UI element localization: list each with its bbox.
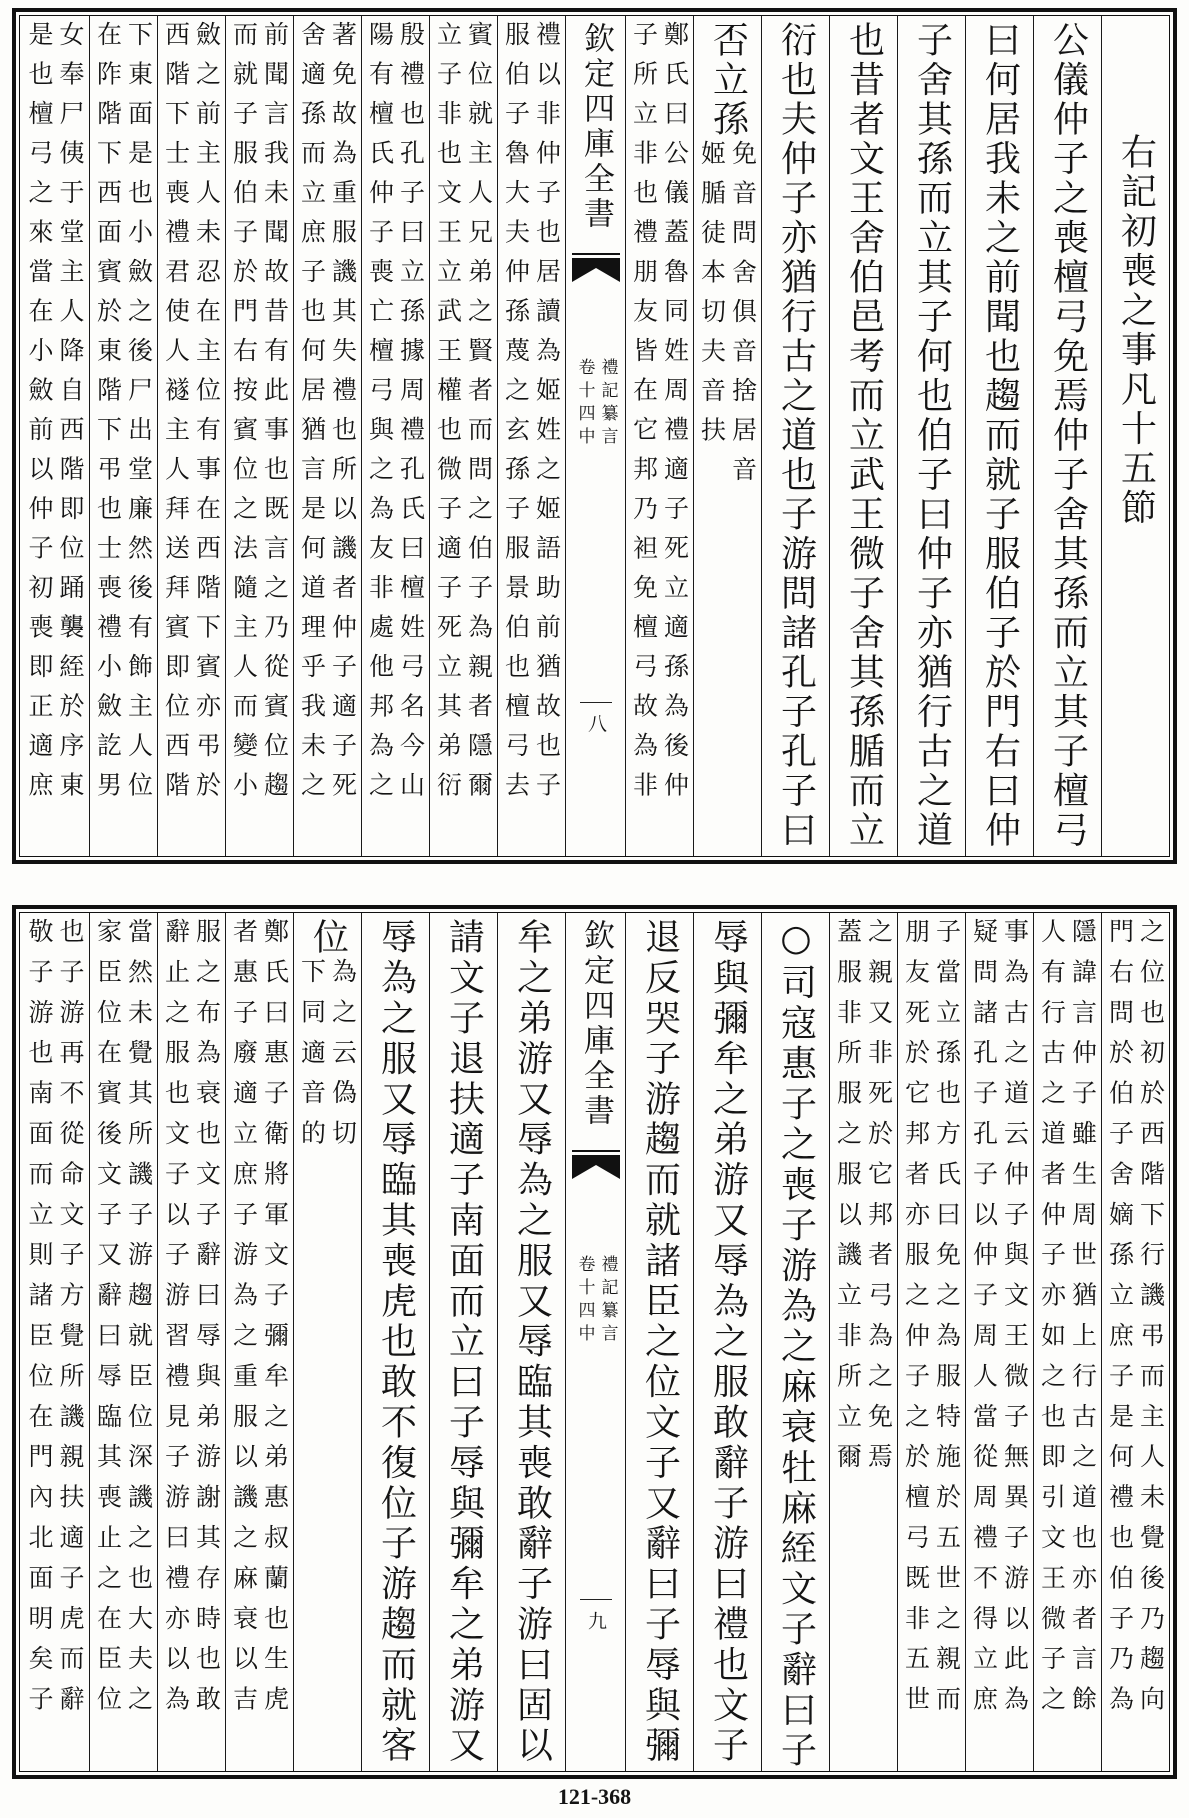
annotation-line: 而就子服伯子於門右按賓位之法隨主人而變小 (229, 21, 259, 811)
text-column (693, 913, 761, 1771)
annotation-column (225, 913, 293, 1771)
annotation-line: 西階下士喪禮君使人襚主人拜送拜賓即位西階 (161, 21, 191, 811)
column-text: 牟之弟游又辱為之服又辱臨其喪敢辭子游曰固以 (511, 918, 553, 1767)
annotation-line: 事為古之道云仲子與文王微子無異子游以此為 (1000, 918, 1030, 1726)
annotation-column (21, 913, 89, 1771)
annotation-line: 殷禮也孔子曰立孫據周禮孔氏曰檀姓弓名今山 (396, 21, 426, 811)
text-column (829, 16, 897, 856)
page-number: 九 (585, 1611, 607, 1630)
book-title: 禮記纂言 (597, 1255, 618, 1347)
pronunciation-note (297, 958, 358, 1161)
top-page-panel (12, 8, 1177, 864)
fold-divider (580, 702, 612, 703)
annotation-line: 在阼階下西面賓於東階下弔也士喪禮小斂訖男 (93, 21, 123, 811)
annotation-line: 前聞言我未聞故昔有此事也既言之乃從賓位趨 (260, 21, 290, 811)
column-text: 也昔者文王舍伯邑考而立武王微子舍其孫腯而立 (843, 21, 885, 851)
text-column (965, 16, 1033, 856)
annotation-line: 蓋服非所服之服以譏立非所立爾 (833, 918, 863, 1484)
top-page-frame (19, 15, 1170, 857)
annotation-line: 之親又非死於它邦者弓為之免焉 (864, 918, 894, 1484)
annotation-line: 敬子游也南面而立則諸臣位在門內北面明矣子 (25, 918, 54, 1726)
annotation-column (89, 913, 157, 1771)
annotation-column (1101, 913, 1169, 1771)
annotation-line: 者惠子廢適立庶子游為之重服以譏之麻衰以吉 (229, 918, 259, 1726)
text-column (761, 913, 829, 1771)
annotation-column (157, 16, 225, 856)
annotation-column (497, 16, 565, 856)
text-column-with-note (693, 16, 761, 856)
annotation-line: 服伯子魯大夫仲孫蔑之玄孫子服景伯也檀弓去 (501, 21, 531, 811)
annotation-line: 隱諱言仲子雖生周世猶上行古之道也亦者言餘 (1068, 918, 1098, 1726)
annotation-line: 服之布為衰也文子辭曰辱與弟游謝其存時也敢 (192, 918, 222, 1726)
fishtail-mark-icon (572, 252, 620, 288)
text-column (497, 913, 565, 1771)
bottom-page-frame (19, 912, 1170, 1772)
annotation-line: 當然未覺其所譏子游趨就臣位深譏之也大夫之 (124, 918, 154, 1726)
annotation-line: 為之云偽切 (328, 958, 358, 1161)
annotation-column (89, 16, 157, 856)
series-title: 欽定四庫全書 (578, 22, 614, 232)
annotation-column (361, 16, 429, 856)
footer-page-code: 121-368 (557, 1784, 632, 1809)
series-title: 欽定四庫全書 (578, 919, 614, 1129)
text-column (1033, 16, 1101, 856)
annotation-line: 賓位就主人兄弟之賢者而問之伯子為親者隱爾 (464, 21, 494, 811)
volume-label: 卷十四中 (574, 358, 595, 450)
annotation-column (1033, 913, 1101, 1771)
column-text: 公儀仲子之喪檀弓免焉仲子舍其孫而立其子檀弓 (1047, 21, 1089, 851)
text-column (761, 16, 829, 856)
annotation-line: 是也檀弓之來當在小斂前以仲子初喪即正適庶 (25, 21, 54, 811)
text-column (625, 913, 693, 1771)
annotation-line: 子當立孫也方氏曰免之為服特施於五世之親而 (932, 918, 962, 1726)
column-text: 請文子退扶適子南面而立曰子辱與彌牟之弟游又 (443, 918, 485, 1767)
column-text: 退反哭子游趨而就諸臣之位文子又辭曰子辱與彌 (639, 918, 681, 1767)
annotation-line: 家臣位在賓後文子又辭曰辱臨其喪止之在臣位 (93, 918, 123, 1726)
annotation-line: 陽有檀氏仲子喪亡檀弓與之為友非處他邦為之 (365, 21, 395, 811)
annotation-line: 姬腯徒本切夫音扶 (697, 139, 727, 456)
annotation-line: 立子非也文王立武王權也微子適子死立其弟衍 (433, 21, 463, 811)
column-text: 位 (307, 918, 349, 959)
annotation-line: 女奉尸侇于堂主人降自西階即位踊襲絰於序東 (56, 21, 85, 811)
annotation-line: 也子游再不從命文子方覺所譏親扶適子虎而辭 (56, 918, 85, 1726)
text-column (429, 913, 497, 1771)
annotation-column (21, 16, 89, 856)
column-text: 否立孫 (707, 21, 749, 140)
annotation-line: 舍適孫而立庶子也何居猶言是何道理乎我未之 (297, 21, 327, 811)
text-column-with-note (293, 913, 361, 1771)
annotation-line: 下同適音的 (297, 958, 327, 1161)
volume-label: 卷十四中 (574, 1255, 595, 1347)
column-text: 衍也夫仲子亦猶行古之道也子游問諸孔子孔子曰 (775, 21, 817, 851)
annotation-column (225, 16, 293, 856)
center-fold (565, 16, 625, 856)
text-column (361, 913, 429, 1771)
annotation-line: 之位也初於西階下行譏弔而主人未覺後乃趨向 (1136, 918, 1166, 1726)
annotation-column (157, 913, 225, 1771)
annotation-line: 人有行古之道者仲子亦如之也即引文王微子之 (1037, 918, 1067, 1726)
annotation-line: 疑問諸孔子孔子以仲子周人當從周禮不得立庶 (969, 918, 999, 1726)
text-column (897, 16, 965, 856)
fishtail-mark-icon (572, 1149, 620, 1185)
annotation-line: 門右問於伯子舍嫡孫立庶子是何禮也伯子乃為 (1105, 918, 1135, 1726)
section-heading: 右記初喪之事凡十五節 (1115, 133, 1157, 528)
annotation-line: 禮以非仲子也居讀為姬姓之姬語助前猶故也子 (532, 21, 562, 811)
book-title: 禮記纂言 (597, 358, 618, 450)
pronunciation-note (697, 139, 758, 496)
column-text: 子舍其孫而立其子何也伯子曰仲子亦猶行古之道 (911, 21, 953, 851)
annotation-line: 鄭氏曰公儀蓋魯同姓周禮適子死立適孫為後仲 (660, 21, 690, 811)
annotation-line: 著免故為重服譏其失禮也所以譏者仲子適子死 (328, 21, 358, 811)
column-text: 辱與彌牟之弟游又辱為之服敢辭子游曰禮也文子 (707, 918, 749, 1767)
annotation-line: 斂之前主人未忍在主位有事在西階下賓亦弔於 (192, 21, 222, 811)
annotation-column (625, 16, 693, 856)
column-text: ○司寇惠子之喪子游為之麻衰牡麻絰文子辭曰子 (775, 918, 817, 1772)
annotation-column (965, 913, 1033, 1771)
annotation-line: 朋友死於它邦者亦服之仲子之於檀弓既非五世 (901, 918, 931, 1726)
annotation-line: 鄭氏曰惠子衛將軍文子彌牟之弟惠叔蘭也生虎 (260, 918, 290, 1726)
fold-labels (576, 1255, 616, 1347)
page-number: 八 (585, 714, 607, 733)
section-heading-column (1101, 16, 1169, 856)
annotation-line: 子所立非也禮朋友皆在它邦乃袒免檀弓故為非 (629, 21, 659, 811)
annotation-column (829, 913, 897, 1771)
bottom-page-panel (12, 905, 1177, 1779)
center-fold (565, 913, 625, 1771)
annotation-column (897, 913, 965, 1771)
column-text: 辱為之服又辱臨其喪虎也敢不復位子游趨而就客 (375, 918, 417, 1767)
fold-labels (576, 358, 616, 450)
annotation-column (293, 16, 361, 856)
fold-divider (580, 1599, 612, 1600)
annotation-column (429, 16, 497, 856)
annotation-line: 辭止之服也文子以子游習禮見子游曰禮亦以為 (161, 918, 191, 1726)
annotation-line: 下東面是也小斂之後尸出堂廉然後有飾主人位 (124, 21, 154, 811)
annotation-line: 免音問舍俱音捨居音 (728, 139, 758, 495)
column-text: 曰何居我未之前聞也趨而就子服伯子於門右曰仲 (979, 21, 1021, 851)
